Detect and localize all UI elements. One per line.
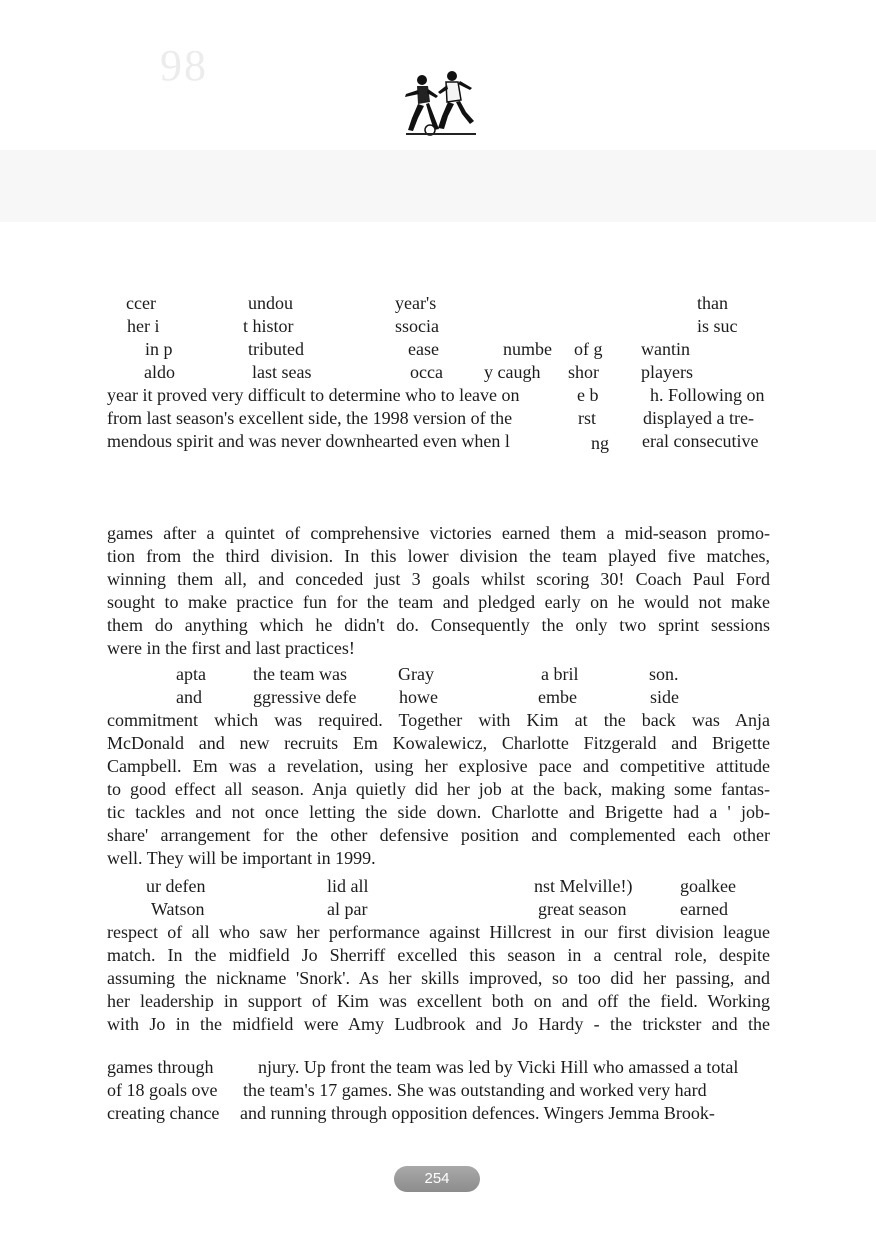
text-fragment: and (176, 687, 202, 707)
text-fragment: y caugh (484, 362, 541, 382)
text-fragment: tributed (248, 339, 304, 359)
text-fragment: occa (410, 362, 443, 382)
body-text-line: well. They will be important in 1999. (107, 848, 376, 868)
text-fragment: son. (649, 664, 679, 684)
paragraph-promotion (107, 522, 770, 660)
text-fragment: of 18 goals ove (107, 1080, 218, 1100)
text-fragment: displayed a tre- (643, 408, 754, 428)
text-fragment: aldo (144, 362, 175, 382)
text-fragment: a bril (541, 664, 579, 684)
text-fragment: ccer (126, 293, 156, 313)
text-fragment: ssocia (395, 316, 439, 336)
text-fragment: side (650, 687, 679, 707)
paragraph-midfield (107, 921, 770, 1036)
text-fragment: earned (680, 899, 728, 919)
body-text-line: her leadership in support of Kim was excellent both on and off the field. Working (107, 991, 770, 1011)
text-fragment: is suc (697, 316, 738, 336)
text-fragment: wantin (641, 339, 690, 359)
text-fragment: in p (145, 339, 173, 359)
body-text-line: winning them all, and conceded just 3 goals whilst scoring 30! Coach Paul Ford (107, 569, 770, 589)
text-fragment: creating chance (107, 1103, 220, 1123)
text-fragment: great season (538, 899, 627, 919)
soccer-players-icon (400, 66, 480, 140)
body-text-line: Campbell. Em was a revelation, using her explosive pace and competitive attitude (107, 756, 770, 776)
text-fragment: the team's 17 games. She was outstanding and worked very hard (243, 1080, 707, 1100)
body-text-line: sought to make practice fun for the team and pledged early on he would not make (107, 592, 770, 612)
body-text-line: to good effect all season. Anja quietly did her job at the back, making some fantas- (107, 779, 770, 799)
text-fragment: eral consecutive (642, 431, 759, 451)
text-fragment: her i (127, 316, 160, 336)
text-fragment: ease (408, 339, 439, 359)
text-fragment: embe (538, 687, 577, 707)
text-fragment: nst Melville!) (534, 876, 633, 896)
text-fragment: Watson (151, 899, 205, 919)
body-text-line: mendous spirit and was never downhearted even when l (107, 431, 510, 451)
text-fragment: goalkee (680, 876, 736, 896)
body-text-line: match. In the midfield Jo Sherriff excelled this season in a central role, despite (107, 945, 770, 965)
text-fragment: Gray (398, 664, 434, 684)
text-fragment: players (641, 362, 693, 382)
text-fragment: ng (591, 433, 609, 453)
text-fragment: last seas (252, 362, 312, 382)
text-fragment: al par (327, 899, 368, 919)
body-text-line: with Jo in the midfield were Amy Ludbrook and Jo Hardy - the trickster and the (107, 1014, 770, 1034)
text-fragment: undou (248, 293, 293, 313)
header-band (0, 150, 876, 222)
body-text-line: assuming the nickname 'Snork'. As her skills improved, so too did her passing, and (107, 968, 770, 988)
text-fragment: t histor (243, 316, 294, 336)
body-text-line: McDonald and new recruits Em Kowalewicz, Charlotte Fitzgerald and Brigette (107, 733, 770, 753)
body-text-line: year it proved very difficult to determine who to leave on (107, 385, 520, 405)
text-fragment: year's (395, 293, 437, 313)
body-text-line: games after a quintet of comprehensive victories earned them a mid-season promo- (107, 523, 770, 543)
text-fragment: of g (574, 339, 603, 359)
text-fragment: howe (399, 687, 438, 707)
faint-year-heading: 98 (160, 41, 208, 90)
text-fragment: e b (577, 385, 599, 405)
body-text-line: from last season's excellent side, the 1998 version of the (107, 408, 513, 428)
text-fragment: numbe (503, 339, 552, 359)
paragraph-defence (107, 709, 770, 870)
text-fragment: ggressive defe (253, 687, 357, 707)
text-fragment: ur defen (146, 876, 206, 896)
page-number-badge: 254 (394, 1166, 480, 1192)
text-fragment: games through (107, 1057, 214, 1077)
text-fragment: h. Following on (650, 385, 765, 405)
text-fragment: lid all (327, 876, 369, 896)
body-text-line: were in the first and last practices! (107, 638, 355, 658)
text-fragment: rst (578, 408, 596, 428)
text-fragment: the team was (253, 664, 347, 684)
body-text-line: tic tackles and not once letting the side down. Charlotte and Brigette had a ' job- (107, 802, 770, 822)
text-fragment: and running through opposition defences. Wingers Jemma Brook- (240, 1103, 715, 1123)
body-text-line: respect of all who saw her performance against Hillcrest in our first division league (107, 922, 770, 942)
text-fragment: than (697, 293, 728, 313)
text-fragment: shor (568, 362, 599, 382)
body-text-line: commitment which was required. Together with Kim at the back was Anja (107, 710, 770, 730)
body-text-line: tion from the third division. In this lower division the team played five matches, (107, 546, 770, 566)
text-fragment: njury. Up front the team was led by Vicki Hill who amassed a total (258, 1057, 739, 1077)
body-text-line: them do anything which he didn't do. Consequently the only two sprint sessions (107, 615, 770, 635)
text-fragment: apta (176, 664, 206, 684)
body-text-line: share' arrangement for the other defensive position and complemented each other (107, 825, 770, 845)
